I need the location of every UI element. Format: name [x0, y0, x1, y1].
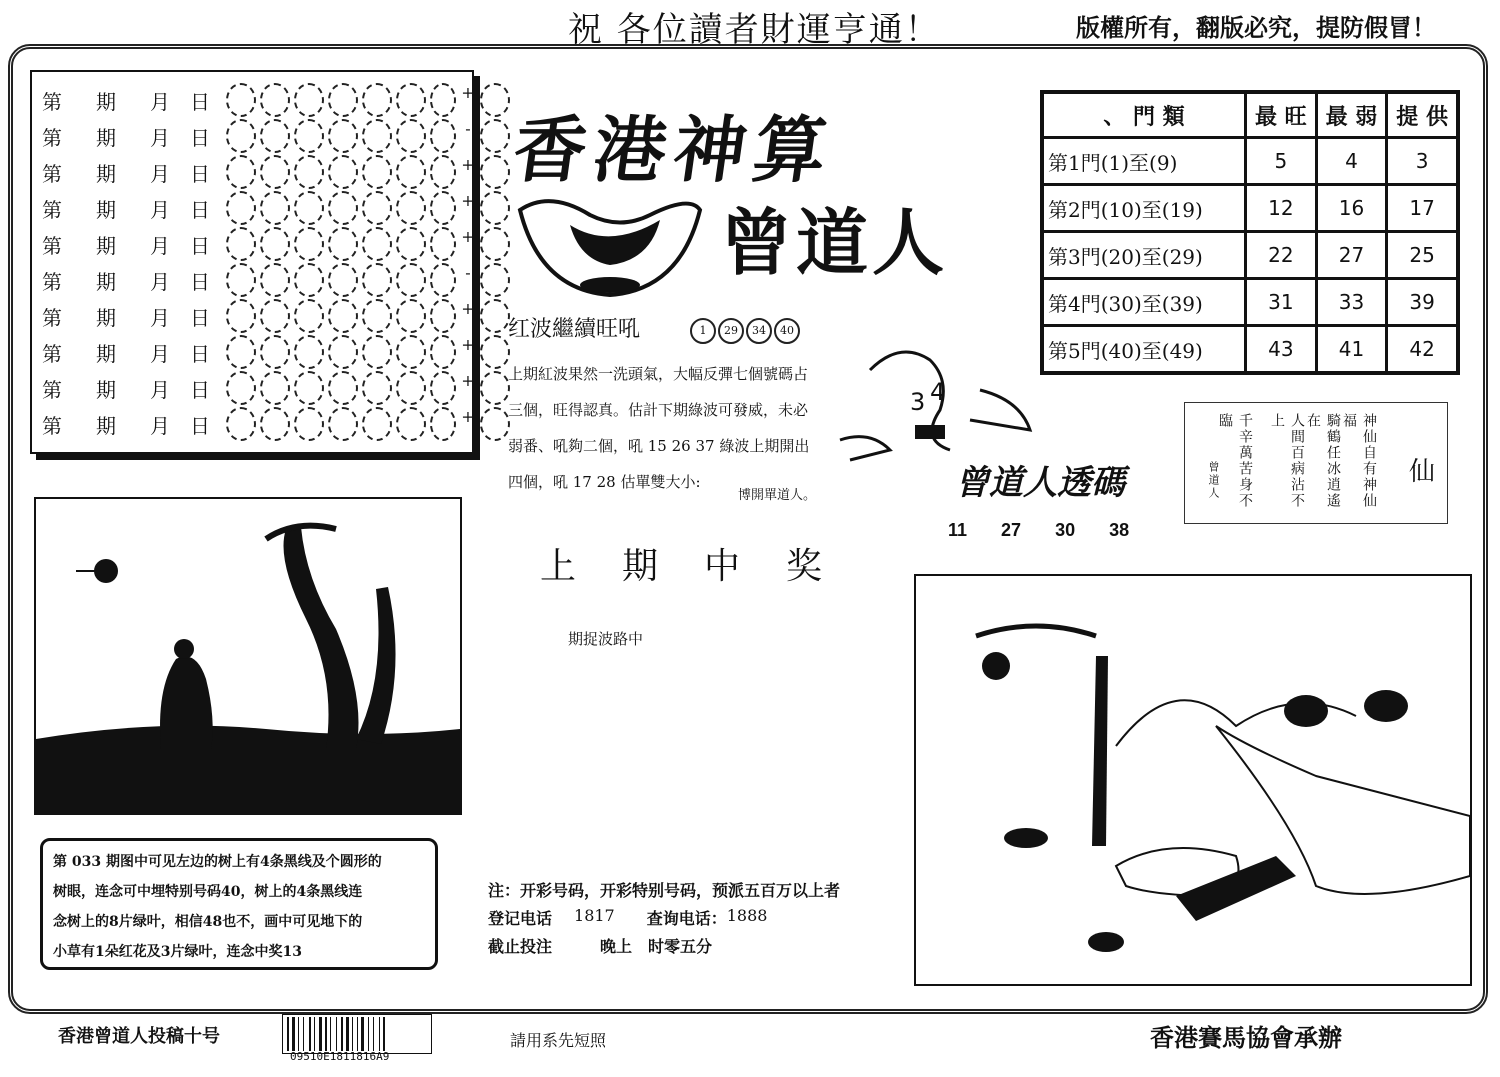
number-slot	[260, 299, 290, 333]
number-slot	[430, 83, 456, 117]
red-wave-paragraph-line: 上期紅波果然一洗頭氣，大幅反彈七個號碼占	[508, 365, 809, 383]
special-number-slot	[480, 83, 510, 117]
draw-number-slots	[226, 263, 510, 297]
number-slot	[226, 371, 256, 405]
tree-scene-illustration	[36, 499, 460, 813]
number-slot	[294, 155, 324, 189]
col-header-min: 最 弱	[1316, 92, 1387, 138]
stat-min: 4	[1316, 138, 1387, 185]
riddle-hint-box	[40, 838, 438, 970]
number-slot	[226, 299, 256, 333]
draw-period-label: 期	[96, 233, 116, 258]
special-sign: +	[461, 191, 475, 210]
special-sign: +	[461, 227, 475, 246]
register-phone-label: 登记电话	[488, 909, 553, 928]
last-win-note: 期捉波路中	[568, 630, 644, 648]
tma-number: 30	[1055, 520, 1076, 540]
number-slot	[328, 263, 358, 297]
draw-record-row	[32, 370, 510, 406]
register-phone-number: 1817	[574, 906, 615, 925]
number-slot	[430, 299, 456, 333]
red-wave-paragraph-line: 三個，旺得認真。估計下期綠波可發威，未必	[508, 401, 809, 419]
number-slot	[260, 407, 290, 441]
draw-qi-label: 第	[42, 269, 62, 294]
number-slot	[396, 299, 426, 333]
number-slot	[328, 191, 358, 225]
stat-give: 42	[1387, 326, 1458, 374]
number-slot	[362, 83, 392, 117]
stat-give: 25	[1387, 232, 1458, 279]
barcode-bar	[298, 1017, 299, 1051]
gate-label: 第3門(20)至(29)	[1042, 232, 1246, 279]
number-slot	[294, 119, 324, 153]
gate-stats-table	[1040, 90, 1460, 375]
barcode-bar	[346, 1017, 349, 1051]
special-sign: -	[465, 263, 471, 282]
draw-month-label: 月	[150, 269, 170, 294]
draw-month-label: 月	[150, 161, 170, 186]
special-number-slot	[480, 335, 510, 369]
number-slot	[226, 263, 256, 297]
stat-min: 27	[1316, 232, 1387, 279]
gate-stats-row	[1042, 138, 1458, 185]
draw-number-slots	[226, 191, 510, 225]
stat-min: 16	[1316, 185, 1387, 232]
draw-day-label: 日	[190, 413, 210, 438]
special-number-slot	[480, 155, 510, 189]
draw-number-slots	[226, 227, 510, 261]
number-ball: 1	[690, 318, 716, 344]
barcode-text: 09510E1811816A9	[290, 1050, 390, 1063]
number-slot	[362, 335, 392, 369]
draw-qi-label: 第	[42, 89, 62, 114]
number-slot	[328, 227, 358, 261]
number-slot	[396, 155, 426, 189]
poem-signer: 曾道人	[1207, 461, 1220, 500]
fairy-crane-icon	[830, 330, 1040, 470]
draw-number-slots	[226, 155, 510, 189]
draw-period-label: 期	[96, 377, 116, 402]
barcode-bar	[361, 1017, 364, 1051]
gate-stats-row	[1042, 279, 1458, 326]
gate-label: 第1門(1)至(9)	[1042, 138, 1246, 185]
draw-day-label: 日	[190, 161, 210, 186]
tma-numbers	[948, 520, 1129, 541]
gate-label: 第4門(30)至(39)	[1042, 279, 1246, 326]
special-number-slot	[480, 299, 510, 333]
special-number-slot	[480, 407, 510, 441]
draw-day-label: 日	[190, 233, 210, 258]
draw-day-label: 日	[190, 89, 210, 114]
barcode-bar	[357, 1017, 358, 1051]
barcode-bar	[292, 1017, 295, 1051]
barcode-bar	[330, 1017, 331, 1051]
stat-min: 41	[1316, 326, 1387, 374]
page-subtitle: 曾道人	[720, 200, 949, 285]
riddle-picture-right	[914, 574, 1472, 986]
draw-day-label: 日	[190, 269, 210, 294]
special-sign: +	[461, 299, 475, 318]
draw-period-label: 期	[96, 89, 116, 114]
gate-stats-row	[1042, 185, 1458, 232]
tma-title: 曾道人透碼	[955, 463, 1125, 503]
gate-label: 第2門(10)至(19)	[1042, 185, 1246, 232]
draw-record-row	[32, 298, 510, 334]
special-sign: +	[461, 371, 475, 390]
draw-qi-label: 第	[42, 125, 62, 150]
number-slot	[294, 83, 324, 117]
number-slot	[430, 227, 456, 261]
footer-left: 香港曾道人投稿十号	[58, 1026, 220, 1047]
draw-record-table	[30, 70, 474, 454]
barcode-bar	[352, 1017, 353, 1051]
col-header-max: 最 旺	[1246, 92, 1317, 138]
draw-period-label: 期	[96, 125, 116, 150]
barcode-bar	[379, 1017, 380, 1051]
draw-record-row	[32, 262, 510, 298]
draw-qi-label: 第	[42, 197, 62, 222]
number-slot	[396, 191, 426, 225]
number-slot	[430, 335, 456, 369]
number-slot	[362, 407, 392, 441]
number-slot	[362, 263, 392, 297]
number-slot	[260, 83, 290, 117]
special-number-slot	[480, 119, 510, 153]
red-wave-paragraph-line: 四個，吼 17 28 估單雙大小:	[508, 473, 701, 491]
last-win-title: 上期中奖	[540, 546, 869, 587]
number-slot	[430, 191, 456, 225]
poem-title: 仙	[1408, 457, 1435, 487]
page-title: 香港神算	[508, 107, 841, 192]
draw-record-row	[32, 82, 510, 118]
draw-number-slots	[226, 371, 510, 405]
number-slot	[328, 119, 358, 153]
number-slot	[226, 119, 256, 153]
number-slot	[260, 335, 290, 369]
special-number-slot	[480, 227, 510, 261]
draw-day-label: 日	[190, 125, 210, 150]
notes-phone-line	[488, 906, 767, 929]
draw-period-label: 期	[96, 197, 116, 222]
barcode-bar	[368, 1017, 369, 1051]
barcode-bar	[383, 1017, 385, 1051]
gate-stats-row	[1042, 326, 1458, 374]
number-slot	[260, 227, 290, 261]
number-slot	[226, 227, 256, 261]
stat-give: 3	[1387, 138, 1458, 185]
draw-month-label: 月	[150, 305, 170, 330]
number-slot	[226, 335, 256, 369]
draw-record-row	[32, 226, 510, 262]
gate-stats-row	[1042, 232, 1458, 279]
hint-line: 第 033 期图中可见左边的树上有4条黑线及个圆形的	[53, 854, 382, 870]
special-sign: -	[465, 119, 471, 138]
tma-number: 38	[1109, 520, 1130, 540]
special-sign: +	[461, 407, 475, 426]
gate-label: 第5門(40)至(49)	[1042, 326, 1246, 374]
draw-qi-label: 第	[42, 233, 62, 258]
draw-number-slots	[226, 83, 510, 117]
draw-period-label: 期	[96, 269, 116, 294]
draw-month-label: 月	[150, 89, 170, 114]
barcode-bar	[319, 1017, 322, 1051]
stat-max: 12	[1246, 185, 1317, 232]
barcode-bar	[314, 1017, 315, 1051]
col-header-gate: 、 門 類	[1042, 92, 1246, 138]
poem-box	[1184, 402, 1448, 524]
notes-deadline: 截止投注 晚上 时零五分	[488, 937, 713, 956]
number-slot	[362, 227, 392, 261]
draw-day-label: 日	[190, 197, 210, 222]
stat-give: 39	[1387, 279, 1458, 326]
stat-give: 17	[1387, 185, 1458, 232]
draw-period-label: 期	[96, 161, 116, 186]
number-slot	[396, 263, 426, 297]
col-header-give: 提 供	[1387, 92, 1458, 138]
number-slot	[362, 155, 392, 189]
draw-day-label: 日	[190, 377, 210, 402]
number-slot	[328, 407, 358, 441]
draw-month-label: 月	[150, 233, 170, 258]
number-slot	[294, 371, 324, 405]
number-slot	[294, 191, 324, 225]
barcode-bar	[309, 1017, 311, 1051]
draw-month-label: 月	[150, 377, 170, 402]
number-slot	[430, 155, 456, 189]
draw-day-label: 日	[190, 341, 210, 366]
number-slot	[362, 191, 392, 225]
gold-ingot-icon	[510, 190, 710, 300]
riddle-picture-left	[34, 497, 462, 815]
number-slot	[396, 227, 426, 261]
number-slot	[328, 371, 358, 405]
poem-line: 人間百病沾不上	[1269, 413, 1305, 509]
number-slot	[226, 407, 256, 441]
draw-month-label: 月	[150, 413, 170, 438]
red-wave-balls	[690, 318, 800, 344]
stat-max: 22	[1246, 232, 1317, 279]
special-number-slot	[480, 371, 510, 405]
draw-record-row	[32, 190, 510, 226]
draw-day-label: 日	[190, 305, 210, 330]
number-slot	[328, 155, 358, 189]
number-slot	[430, 371, 456, 405]
number-slot	[430, 407, 456, 441]
number-slot	[226, 191, 256, 225]
red-wave-paragraph-line: 弱番、吼夠二個，吼 15 26 37 綠波上期開出	[508, 437, 810, 455]
special-sign: +	[461, 155, 475, 174]
draw-qi-label: 第	[42, 377, 62, 402]
number-slot	[362, 119, 392, 153]
poem-line: 千辛萬苦身不臨	[1217, 413, 1253, 509]
number-slot	[294, 335, 324, 369]
number-slot	[362, 371, 392, 405]
number-slot	[396, 83, 426, 117]
draw-period-label: 期	[96, 413, 116, 438]
stat-max: 43	[1246, 326, 1317, 374]
poem-line: 神仙自有神仙福	[1341, 413, 1377, 509]
number-slot	[260, 263, 290, 297]
number-ball: 40	[774, 318, 800, 344]
inquiry-phone-number: 1888	[726, 906, 768, 925]
number-slot	[328, 335, 358, 369]
barcode-bar	[325, 1017, 327, 1051]
ox-landscape-illustration	[916, 576, 1470, 984]
stat-max: 31	[1246, 279, 1317, 326]
notes-line: 注：开彩号码，开彩特别号码，预派五百万以上者	[488, 881, 841, 900]
number-ball: 34	[746, 318, 772, 344]
footer-organizer: 香港賽馬協會承辦	[1150, 1023, 1342, 1052]
number-slot	[260, 191, 290, 225]
inquiry-phone-label: 查询电话：	[646, 909, 727, 928]
number-slot	[328, 83, 358, 117]
number-ball: 29	[718, 318, 744, 344]
draw-number-slots	[226, 335, 510, 369]
tma-number: 27	[1001, 520, 1022, 540]
number-slot	[362, 299, 392, 333]
draw-number-slots	[226, 299, 510, 333]
barcode-bar	[336, 1017, 337, 1051]
number-slot	[430, 119, 456, 153]
number-slot	[226, 155, 256, 189]
barcode-bar	[373, 1017, 374, 1051]
number-slot	[396, 335, 426, 369]
number-slot	[294, 227, 324, 261]
draw-period-label: 期	[96, 305, 116, 330]
tma-number: 11	[948, 520, 968, 540]
draw-month-label: 月	[150, 125, 170, 150]
barcode-icon	[282, 1014, 432, 1054]
draw-record-row	[32, 406, 510, 442]
red-wave-signature: 博開單道人。	[738, 488, 817, 503]
number-slot	[294, 299, 324, 333]
hint-line: 树眼，连念可中埋特别号码40，树上的4条黑线连	[53, 884, 363, 900]
red-wave-heading: 红波繼續旺吼	[508, 317, 641, 342]
number-slot	[396, 407, 426, 441]
hint-line: 念树上的8片绿叶，相信48也不，画中可见地下的	[53, 914, 363, 930]
svg-text:3: 3	[910, 388, 926, 416]
number-slot	[260, 155, 290, 189]
stat-max: 5	[1246, 138, 1317, 185]
draw-record-row	[32, 118, 510, 154]
draw-record-row	[32, 334, 510, 370]
barcode-bar	[303, 1017, 304, 1051]
number-slot	[396, 371, 426, 405]
draw-qi-label: 第	[42, 413, 62, 438]
barcode-bar	[287, 1017, 289, 1051]
draw-qi-label: 第	[42, 341, 62, 366]
barcode-bar	[341, 1017, 343, 1051]
special-sign: +	[461, 83, 475, 102]
greeting: 祝 各位讀者財運亨通！	[568, 10, 941, 50]
draw-qi-label: 第	[42, 161, 62, 186]
copyright-notice: 版權所有，翻版必究，提防假冒！	[1076, 13, 1436, 42]
number-slot	[294, 263, 324, 297]
draw-number-slots	[226, 407, 510, 441]
draw-month-label: 月	[150, 197, 170, 222]
draw-qi-label: 第	[42, 305, 62, 330]
number-slot	[260, 371, 290, 405]
stat-min: 33	[1316, 279, 1387, 326]
special-number-slot	[480, 191, 510, 225]
number-slot	[328, 299, 358, 333]
poem-line: 騎鶴任冰逍遙在	[1305, 413, 1341, 509]
draw-number-slots	[226, 119, 510, 153]
number-slot	[294, 407, 324, 441]
draw-record-row	[32, 154, 510, 190]
number-slot	[226, 83, 256, 117]
number-slot	[430, 263, 456, 297]
hint-line: 小草有1朵红花及3片绿叶，连念中奖13	[53, 944, 302, 960]
special-sign: +	[461, 335, 475, 354]
draw-period-label: 期	[96, 341, 116, 366]
number-slot	[396, 119, 426, 153]
number-slot	[260, 119, 290, 153]
draw-month-label: 月	[150, 341, 170, 366]
footer-mid: 請用系先短照	[510, 1031, 607, 1050]
svg-text:4: 4	[930, 378, 946, 406]
special-number-slot	[480, 263, 510, 297]
